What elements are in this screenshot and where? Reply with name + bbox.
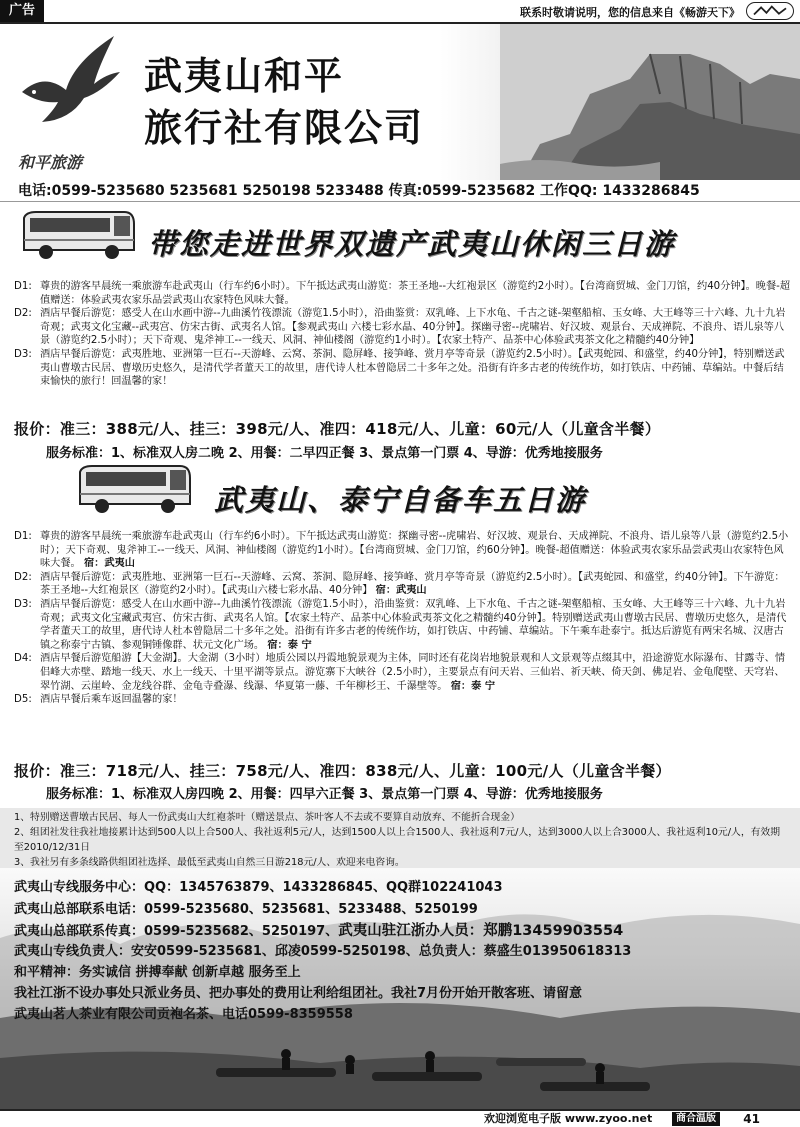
hq-phone-line: 武夷山总部联系电话：0599-5235680、5235681、5233488、5250199: [14, 902, 478, 917]
overnight-label: 宿：武夷山: [375, 585, 427, 597]
bus-icon: [20, 208, 138, 262]
day-label: D1:: [14, 281, 32, 292]
ad-tag: 广告: [0, 0, 44, 22]
day-text: 酒店早餐后乘车返回温馨的家！: [40, 694, 183, 706]
route1-service: 服务标准：1、标准双人房二晚 2、用餐：二早四正餐 3、景点第一门票 4、导游：优秀地接服务: [46, 446, 603, 461]
day-text: [40, 652, 792, 693]
page-number: 41: [743, 1112, 760, 1126]
day-desc: 酒店早餐后游览船游【大金湖】。大金湖（3小时）地质公园以丹霞地貌景观为主体，同时还有花岗岩地貌景观和人文景观等点缀其中，沿途游览水际瀑布、甘露寺、情侣峰大赤壁、踏地一线天、水上一线天、十里平湖等景点。游览寨下大峡谷（2.5小时），主要景点有问天岩、三仙岩、祈天峡、倚天剑、佛足岩、金龟爬壁、天穹岩、翠竹湖、云崖岭、金龙线谷群、金龟寺叠瀑、线瀑、华夏第一藤、千年柳杉王、千瀑壁等。: [40, 653, 786, 692]
company-name: [144, 50, 424, 154]
tea-company-line: 武夷山茗人茶业有限公司贡袍名茶、电话0599-8359558: [14, 1007, 353, 1022]
route2-itinerary: [14, 530, 792, 707]
magazine-logo-icon: [746, 2, 794, 20]
office-policy: 我社江浙不设办事处只派业务员、把办事处的费用让利给组团社。我社7月份开始开散客班、请留意: [14, 986, 583, 1001]
note-item: 3、我社另有多条线路供组团社选择、最低至武夷山自然三日游218元/人、欢迎来电咨询。: [14, 857, 405, 868]
day-label: D5:: [14, 694, 32, 706]
note-item: 1、特别赠送曹墩古民居、每人一份武夷山大红袍茶叶（赠送景点、茶叶客人不去或不要算自动放弃、不能折合现金）: [14, 812, 520, 823]
bus-icon: [76, 462, 194, 516]
route1-day: [14, 307, 792, 348]
note-item: 2、组团社发往我社地接累计达到500人以上合500人、我社返利5元/人，达到1500人以上合1500人、我社返利7元/人，达到3000人以上合3000人、我社返利10元/人，有效期至2010/12/31日: [14, 827, 781, 853]
route2-day: [14, 693, 792, 707]
day-label: D3:: [14, 348, 32, 360]
company-name-line2: 旅行社有限公司: [144, 105, 425, 150]
route2-title: 武夷山、泰宁自备车五日游: [214, 483, 587, 517]
route2-day: [14, 530, 792, 571]
day-label: D2:: [14, 308, 32, 320]
route1-itinerary: [14, 280, 792, 389]
edition-badge: 商合温版: [672, 1112, 720, 1126]
terms-notes: [0, 808, 800, 868]
page-footer: [0, 1109, 800, 1127]
day-label: D2:: [14, 571, 32, 583]
route1-day: [14, 280, 792, 307]
route2-day: [14, 652, 792, 693]
top-bar: [0, 0, 800, 24]
day-text: 酒店早餐后游览：感受人在山水画中游--九曲溪竹筏漂流（游览1.5小时），沿曲鉴赏：双乳峰、上下水龟、千古之谜-架壑船棺、玉女峰、大王峰等三十六峰、九十九岩奇观；武夷文化宝藏--武夷宫、仿宋古街、武夷名人馆。【参观武夷山 六楼七彩水晶、40分钟】。探幽寻密--虎啸岩、好汉坡、观景台、天成禅院、不浪舟、语儿泉等八景（游览约2.5小时）；天下奇观、鬼斧神工--一线天、风洞、神仙楼阁（游览约1小时）。【农家土特产、品茶中心体验武夷茶文化之精髓约40分钟】: [40, 308, 786, 347]
company-name-line1: 武夷山和平: [144, 53, 345, 98]
footer-website: 欢迎浏览电子版 www.zyoo.net: [484, 1112, 653, 1125]
day-text: [40, 530, 792, 571]
route2-day: [14, 598, 792, 652]
day-text: 酒店早餐后游览：武夷胜地、亚洲第一巨石--天游峰、云窝、茶洞、隐屏峰、接笋峰、赏月亭等奇景（游览约2.5小时）。【武夷蛇园、和盛堂，约40分钟】，特别赠送武夷山曹墩古民居、曹墩历史悠久，是清代学者董天工的故里，唐代诗人杜本曾隐居二十多年之处。沿街有许多古老的传统作坊，如打铁店、中药铺、草编站。中餐后结束愉快的旅行！回温馨的家！: [40, 348, 785, 388]
dove-logo-icon: [14, 32, 124, 132]
overnight-label: 宿：泰 宁: [267, 639, 312, 651]
day-text: 尊贵的游客早晨统一乘旅游车赴武夷山（行车约6小时）。下午抵达武夷山游览：茶王圣地--大红袍景区（游览约2小时）。【台湾商贸城、金门刀馆，约40分钟】。晚餐-超值赠送：体验武夷农家乐品尝武夷山农家特色风味大餐。: [40, 281, 791, 306]
contact-section: [0, 868, 800, 1109]
route2-service: 服务标准：1、标准双人房四晚 2、用餐：四早六正餐 3、景点第一门票 4、导游：优秀地接服务: [46, 787, 603, 802]
top-note: 联系时敬请说明，您的信息来自《畅游天下》: [520, 6, 740, 19]
route2-day: [14, 571, 792, 598]
overnight-label: 宿：泰 宁: [450, 680, 496, 692]
day-label: D4:: [14, 653, 32, 665]
hq-fax-line: [14, 919, 623, 940]
company-spirit: 和平精神：务实诚信 拼搏奉献 创新卓越 服务至上: [14, 965, 301, 980]
contact-line: 电话:0599-5235680 5235681 5250198 5233488 传真:0599-5235682 工作QQ: 1433286845: [0, 180, 800, 202]
day-label: D1:: [14, 531, 32, 542]
hq-fax-text: 武夷山总部联系传真：0599-5235682、5250197、: [14, 924, 339, 939]
service-center-line: 武夷山专线服务中心：QQ：1345763879、1433286845、QQ群102241043: [14, 880, 503, 895]
day-desc: 酒店早餐后游览：感受人在山水画中游--九曲溪竹筏漂流（游览1.5小时），沿曲鉴赏：双乳峰、上下水龟、千古之谜-架壑船棺、玉女峰、大王峰等三十六峰、九十九岩奇观；武夷文化宝藏武夷宫、仿宋古街、武夷名人馆。【农家土特产、品茶中心体验武夷茶文化之精髓约40分钟】。特别赠送武夷山曹墩古民居、曹墩历史悠久，是清代学者董天工的故里，唐代诗人杜本曾隐居二十多年之处。沿街有许多古老的传统作坊，如打铁店、中药铺、草编站。下午乘车赴泰宁。抵达后游览有两宋名城、汉唐古镇之称泰宁古镇、参观铜锤像群、状元文化广场。: [40, 598, 787, 651]
day-text: [40, 571, 792, 598]
jiangzhe-office-contact: 武夷山驻江浙办人员：郑鹏13459903554: [338, 923, 624, 939]
route1-day: [14, 348, 792, 389]
brand-name: 和平旅游: [18, 153, 83, 172]
route1-title: 带您走进世界双遗产武夷山休闲三日游: [148, 227, 676, 261]
day-text: [40, 598, 792, 652]
route-managers-line: 武夷山专线负责人：安安0599-5235681、邱凌0599-5250198、总负责人：蔡盛生013950618313: [14, 944, 632, 959]
day-desc: 酒店早餐后游览：武夷胜地、亚洲第一巨石--天游峰、云窝、茶洞、隐屏峰、接笋峰、赏月亭等奇景（游览约2.5小时）。【武夷蛇园、和盛堂，约40分钟】。下午游览：茶王圣地--大红袍景区（游览约2小时）。【武夷山六楼七彩水晶、40分钟】: [40, 571, 785, 597]
route2-price: 报价：准三：718元/人、挂三：758元/人、准四：838元/人、儿童：100元/人（儿童含半餐）: [14, 762, 671, 780]
overnight-label: 宿：武夷山: [84, 558, 135, 570]
day-label: D3:: [14, 598, 32, 610]
header-banner: [0, 24, 800, 180]
route1-price: 报价：准三：388元/人、挂三：398元/人、准四：418元/人、儿童：60元/人（儿童含半餐）: [14, 420, 661, 438]
mountain-cliff-image: [500, 24, 800, 180]
day-desc: 尊贵的游客早晨统一乘旅游车赴武夷山（行车约6小时）。下午抵达武夷山游览：探幽寻密--虎啸岩、好汉坡、观景台、天成禅院、不浪舟、语儿泉等八景（游览约2.5小时）；天下奇观、鬼斧神工--一线天、风洞、神仙楼阁（游览约1小时）。【台湾商贸城、金门刀馆，约60分钟】。晚餐-超值赠送：体验武夷农家乐品尝武夷山农家特色风味大餐。: [40, 531, 789, 570]
